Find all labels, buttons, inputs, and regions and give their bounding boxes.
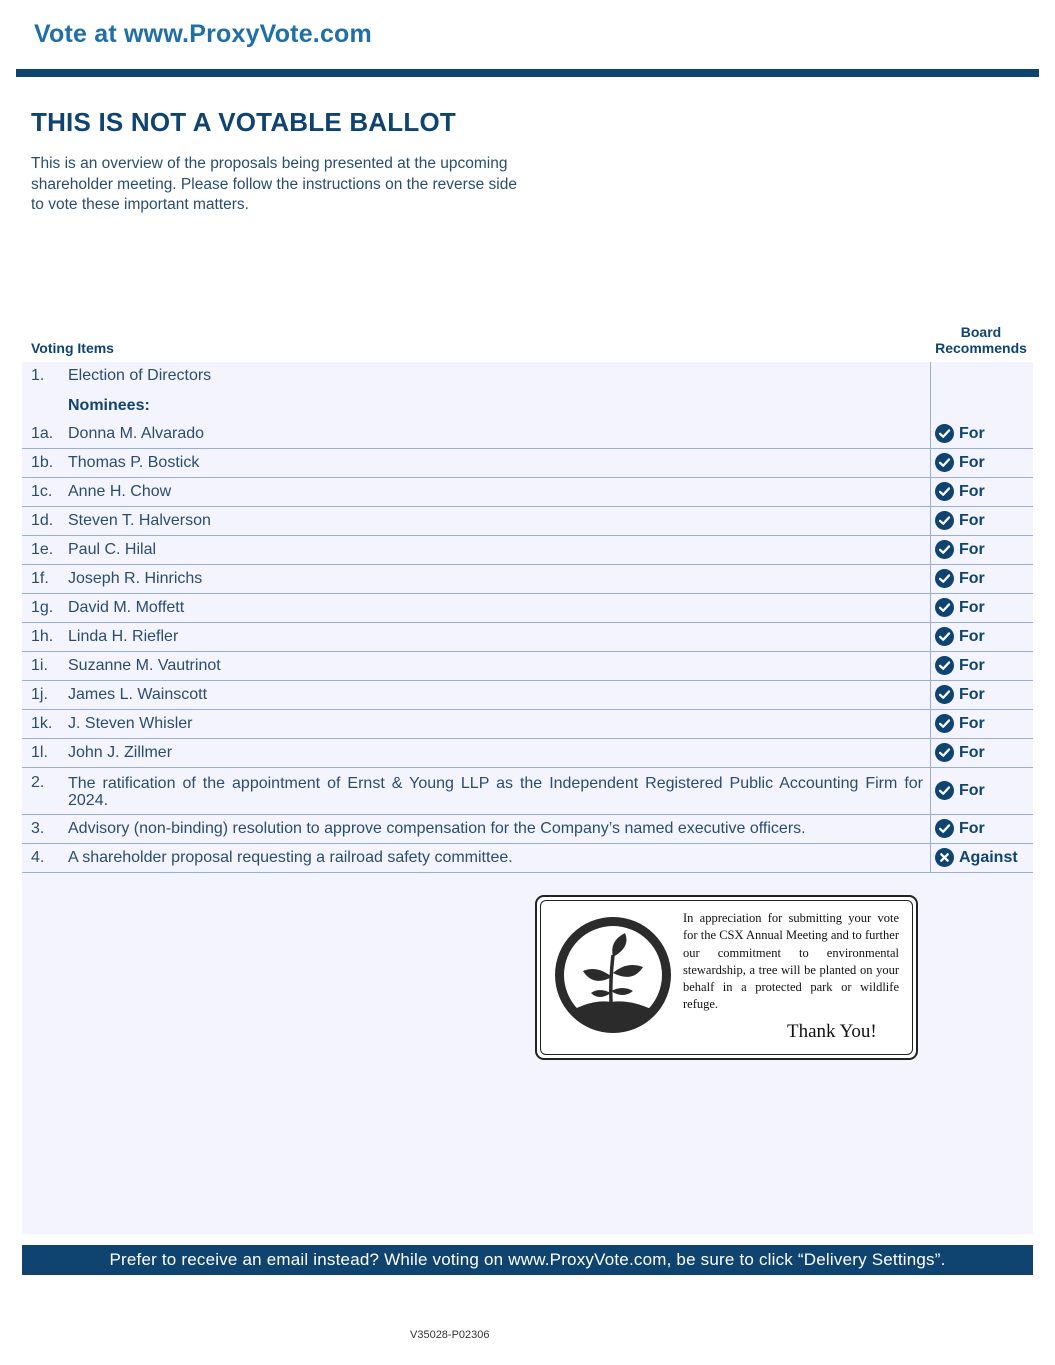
item-number: 1k.: [31, 715, 53, 732]
check-circle-icon: [935, 819, 954, 838]
recommendation-label: For: [959, 569, 985, 587]
tree-thanks: Thank You!: [787, 1021, 877, 1042]
nominee-row: [22, 449, 1033, 478]
nominee-name: David M. Moffett: [68, 599, 185, 616]
nominees-label: Nominees:: [68, 397, 150, 414]
nominee-name: J. Steven Whisler: [68, 715, 193, 732]
item-number: 4.: [31, 849, 45, 866]
board-recommends-header: [928, 324, 1034, 356]
check-circle-icon: [935, 424, 954, 443]
board-recommendation: [935, 743, 985, 762]
item-text: Advisory (non-binding) resolution to approve compensation for the Company’s named executive officers.: [68, 820, 806, 837]
voting-items-header: Voting Items: [31, 340, 114, 356]
board-recommendation: [935, 598, 985, 617]
board-recommendation: [935, 848, 1018, 867]
check-circle-icon: [935, 714, 954, 733]
proposal-row-4: [22, 844, 1033, 873]
nominee-name: James L. Wainscott: [68, 686, 208, 703]
item-number: 1.: [31, 367, 45, 384]
board-recommendation: [935, 714, 985, 733]
check-circle-icon: [935, 540, 954, 559]
nominee-row: [22, 681, 1033, 710]
check-circle-icon: [935, 781, 954, 800]
recommendation-label: For: [959, 453, 985, 471]
nominee-row: [22, 623, 1033, 652]
recommendation-label: For: [959, 511, 985, 529]
recommendation-label: For: [959, 656, 985, 674]
nominee-name: Donna M. Alvarado: [68, 425, 205, 442]
recommendation-label: For: [959, 743, 985, 761]
recommendation-label: Against: [959, 848, 1018, 866]
tree-notice-box: [535, 895, 918, 1060]
recommendation-label: For: [959, 685, 985, 703]
item-number: 1g.: [31, 599, 54, 616]
nominee-name: Joseph R. Hinrichs: [68, 570, 203, 587]
nominee-name: Linda H. Riefler: [68, 628, 179, 645]
item-number: 2.: [31, 774, 45, 791]
recommendation-label: For: [959, 627, 985, 645]
nominee-row: [22, 652, 1033, 681]
recommendation-label: For: [959, 598, 985, 616]
nominee-row: [22, 710, 1033, 739]
recommendation-label: For: [959, 714, 985, 732]
board-recommendation: [935, 627, 985, 646]
nominee-name: Thomas P. Bostick: [68, 454, 200, 471]
nominees-label-row: [22, 391, 1033, 420]
board-recommendation: [935, 482, 985, 501]
board-header-line2: Recommends: [935, 340, 1027, 356]
document-code: V35028-P02306: [410, 1329, 490, 1341]
item-number: 1f.: [31, 570, 49, 587]
nominee-name: Anne H. Chow: [68, 483, 172, 500]
board-header-line1: Board: [960, 324, 1002, 340]
item-number: 1l.: [31, 744, 48, 761]
board-recommendation: [935, 424, 985, 443]
check-circle-icon: [935, 569, 954, 588]
check-circle-icon: [935, 627, 954, 646]
nominee-name: Steven T. Halverson: [68, 512, 211, 529]
proposal-row-2: [22, 768, 1033, 815]
check-circle-icon: [935, 598, 954, 617]
board-recommendation: [935, 685, 985, 704]
board-recommendation: [935, 540, 985, 559]
item-text: The ratification of the appointment of Ernst & Young LLP as the Independent Registered Public Accounting Firm for 2024.: [68, 775, 923, 809]
board-recommendation: [935, 453, 985, 472]
nominee-name: Paul C. Hilal: [68, 541, 157, 558]
item-number: 1a.: [31, 425, 54, 442]
check-circle-icon: [935, 656, 954, 675]
check-circle-icon: [935, 685, 954, 704]
vote-link[interactable]: Vote at www.ProxyVote.com: [34, 20, 372, 48]
item-text: A shareholder proposal requesting a railroad safety committee.: [68, 849, 513, 866]
x-circle-icon: [935, 848, 954, 867]
check-circle-icon: [935, 511, 954, 530]
recommendation-label: For: [959, 540, 985, 558]
seedling-icon: [553, 915, 673, 1035]
recommendation-label: For: [959, 482, 985, 500]
item-number: 1c.: [31, 483, 53, 500]
board-recommendation: [935, 819, 985, 838]
board-recommendation: [935, 656, 985, 675]
nominee-row: [22, 507, 1033, 536]
item-number: 1j.: [31, 686, 48, 703]
tree-notice-text: In appreciation for submitting your vote for the CSX Annual Meeting and to further our commitment to environmental stewardship, a tree will be planted on your behalf in a protected park or wildlife refuge.: [683, 911, 899, 1012]
top-rule: [16, 69, 1039, 77]
nominee-row: [22, 565, 1033, 594]
board-recommendation: [935, 569, 985, 588]
nominee-row: [22, 536, 1033, 565]
proposal-row-3: [22, 815, 1033, 844]
check-circle-icon: [935, 743, 954, 762]
check-circle-icon: [935, 453, 954, 472]
board-recommendation: [935, 511, 985, 530]
nominee-row: [22, 594, 1033, 623]
item-number: 1b.: [31, 454, 54, 471]
item-text: Election of Directors: [68, 367, 212, 384]
recommendation-label: For: [959, 819, 985, 837]
email-notice-bar: Prefer to receive an email instead? While voting on www.ProxyVote.com, be sure to click “Delivery Settings”.: [22, 1245, 1033, 1275]
page-title: THIS IS NOT A VOTABLE BALLOT: [31, 107, 456, 137]
nominee-row: [22, 478, 1033, 507]
proposal-row-1: [22, 362, 1033, 391]
item-number: 1d.: [31, 512, 54, 529]
intro-text: This is an overview of the proposals being presented at the upcoming shareholder meeting. Please follow the instructions on the reverse side to vote these important matters.: [31, 155, 517, 213]
nominee-row: [22, 420, 1033, 449]
nominee-row: [22, 739, 1033, 768]
check-circle-icon: [935, 482, 954, 501]
nominee-name: Suzanne M. Vautrinot: [68, 657, 221, 674]
board-recommendation: [935, 781, 985, 800]
item-number: 1i.: [31, 657, 48, 674]
item-number: 1h.: [31, 628, 54, 645]
recommendation-label: For: [959, 424, 985, 442]
nominee-name: John J. Zillmer: [68, 744, 173, 761]
item-number: 1e.: [31, 541, 54, 558]
recommendation-label: For: [959, 781, 985, 799]
item-number: 3.: [31, 820, 45, 837]
